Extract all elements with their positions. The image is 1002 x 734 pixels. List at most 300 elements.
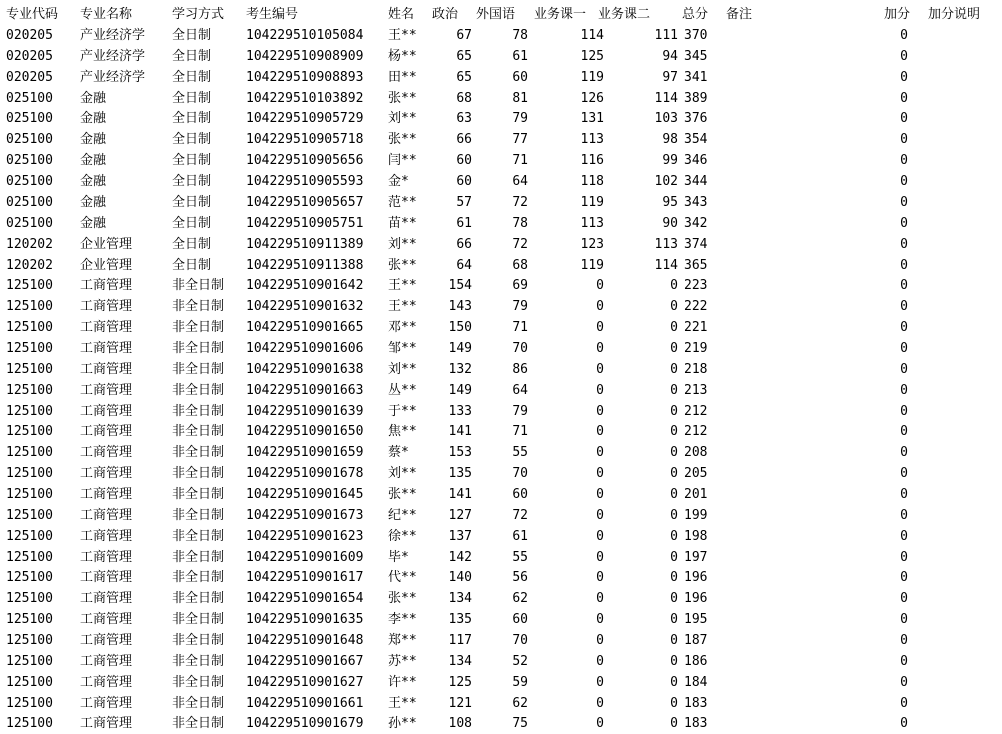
cell-major: 工商管理	[80, 507, 133, 523]
cell-name: 郑**	[388, 632, 417, 648]
cell-exam-id: 104229510901654	[246, 591, 364, 607]
cell-note	[726, 338, 776, 359]
cell-subject1: 0	[596, 403, 604, 419]
cell-major: 产业经济学	[80, 69, 146, 85]
cell-name: 许**	[388, 674, 417, 690]
cell-mode: 全日制	[172, 257, 212, 273]
cell-foreign: 55	[512, 549, 528, 565]
cell-politics: 60	[456, 174, 472, 189]
cell-bonus-note	[928, 693, 1000, 714]
cell-politics: 140	[448, 570, 472, 586]
cell-subject1: 0	[596, 591, 604, 607]
cell-major: 企业管理	[80, 257, 133, 273]
table-row	[0, 25, 1002, 46]
cell-major: 工商管理	[80, 299, 133, 315]
cell-subject1: 113	[580, 215, 604, 231]
cell-name: 焦**	[388, 424, 417, 440]
cell-subject1: 0	[596, 320, 604, 335]
cell-exam-id: 104229510901645	[246, 486, 364, 502]
cell-note	[726, 213, 776, 234]
cell-foreign: 71	[512, 153, 528, 169]
cell-note	[726, 505, 776, 526]
cell-exam-id: 104229510901642	[246, 278, 364, 294]
cell-name: 田**	[388, 69, 417, 85]
cell-bonus-note	[928, 296, 1000, 317]
cell-major: 工商管理	[80, 549, 133, 565]
cell-major: 工商管理	[80, 361, 133, 377]
table-row	[0, 547, 1002, 568]
cell-note	[726, 442, 776, 463]
cell-exam-id: 104229510905718	[246, 132, 364, 148]
cell-foreign: 64	[512, 382, 528, 398]
cell-exam-id: 104229510901609	[246, 549, 364, 565]
cell-subject2: 0	[670, 486, 678, 502]
cell-exam-id: 104229510103892	[246, 90, 364, 106]
cell-bonus: 0	[900, 48, 908, 64]
cell-note	[726, 171, 776, 192]
cell-note	[726, 547, 776, 568]
cell-exam-id: 104229510905729	[246, 111, 364, 127]
table-row	[0, 171, 1002, 192]
cell-total: 370	[684, 28, 708, 43]
cell-major: 工商管理	[80, 653, 133, 669]
cell-bonus-note	[928, 588, 1000, 609]
cell-politics: 149	[448, 382, 472, 398]
cell-bonus: 0	[900, 236, 908, 252]
cell-code: 125100	[6, 299, 53, 315]
cell-major: 工商管理	[80, 716, 133, 732]
cell-total: 184	[684, 674, 708, 690]
cell-subject2: 111	[654, 28, 678, 43]
cell-politics: 141	[448, 486, 472, 502]
cell-mode: 非全日制	[172, 486, 225, 502]
cell-subject1: 0	[596, 549, 604, 565]
cell-total: 205	[684, 466, 708, 482]
header-id: 考生编号	[246, 7, 299, 22]
cell-code: 125100	[6, 674, 53, 690]
cell-total: 196	[684, 570, 708, 586]
cell-exam-id: 104229510901623	[246, 528, 364, 544]
cell-mode: 全日制	[172, 69, 212, 85]
table-row	[0, 192, 1002, 213]
header-major: 专业名称	[80, 7, 133, 22]
cell-mode: 非全日制	[172, 612, 225, 628]
cell-bonus-note	[928, 651, 1000, 672]
cell-politics: 154	[448, 278, 472, 294]
cell-major: 金融	[80, 132, 107, 148]
cell-major: 金融	[80, 215, 107, 231]
cell-bonus: 0	[900, 132, 908, 148]
table-row	[0, 526, 1002, 547]
cell-exam-id: 104229510901673	[246, 507, 364, 523]
cell-subject2: 98	[662, 132, 678, 148]
cell-bonus-note	[928, 380, 1000, 401]
table-row	[0, 359, 1002, 380]
cell-code: 125100	[6, 424, 53, 440]
cell-note	[726, 192, 776, 213]
cell-subject1: 0	[596, 695, 604, 711]
cell-total: 344	[684, 174, 708, 189]
cell-politics: 60	[456, 153, 472, 169]
cell-major: 金融	[80, 153, 107, 169]
cell-foreign: 55	[512, 445, 528, 461]
cell-subject1: 119	[580, 257, 604, 273]
cell-name: 张**	[388, 132, 417, 148]
cell-subject1: 0	[596, 716, 604, 732]
cell-total: 218	[684, 361, 708, 377]
cell-foreign: 72	[512, 236, 528, 252]
cell-note	[726, 88, 776, 109]
cell-code: 020205	[6, 28, 53, 43]
cell-politics: 127	[448, 507, 472, 523]
cell-subject1: 114	[580, 28, 604, 43]
cell-bonus: 0	[900, 612, 908, 628]
cell-code: 125100	[6, 528, 53, 544]
cell-bonus: 0	[900, 382, 908, 398]
cell-bonus: 0	[900, 632, 908, 648]
cell-mode: 非全日制	[172, 278, 225, 294]
cell-politics: 133	[448, 403, 472, 419]
cell-name: 刘**	[388, 236, 417, 252]
cell-subject2: 0	[670, 716, 678, 732]
cell-subject2: 0	[670, 361, 678, 377]
cell-foreign: 72	[512, 507, 528, 523]
cell-note	[726, 255, 776, 276]
cell-subject2: 97	[662, 69, 678, 85]
cell-mode: 非全日制	[172, 653, 225, 669]
cell-foreign: 62	[512, 695, 528, 711]
cell-mode: 非全日制	[172, 299, 225, 315]
cell-major: 金融	[80, 90, 107, 106]
cell-note	[726, 25, 776, 46]
table-row	[0, 630, 1002, 651]
cell-name: 毕*	[388, 549, 409, 565]
cell-mode: 非全日制	[172, 674, 225, 690]
cell-total: 196	[684, 591, 708, 607]
cell-mode: 全日制	[172, 215, 212, 231]
cell-subject2: 0	[670, 382, 678, 398]
table-row	[0, 421, 1002, 442]
cell-subject2: 94	[662, 48, 678, 64]
cell-note	[726, 46, 776, 67]
cell-name: 刘**	[388, 111, 417, 127]
cell-bonus-note	[928, 401, 1000, 422]
cell-code: 120202	[6, 236, 53, 252]
cell-major: 工商管理	[80, 320, 133, 335]
cell-politics: 65	[456, 69, 472, 85]
cell-exam-id: 104229510901648	[246, 632, 364, 648]
cell-exam-id: 104229510901638	[246, 361, 364, 377]
cell-subject1: 0	[596, 632, 604, 648]
cell-exam-id: 104229510901639	[246, 403, 364, 419]
cell-major: 工商管理	[80, 466, 133, 482]
cell-bonus: 0	[900, 28, 908, 43]
cell-code: 125100	[6, 361, 53, 377]
cell-total: 186	[684, 653, 708, 669]
cell-politics: 132	[448, 361, 472, 377]
cell-mode: 全日制	[172, 48, 212, 64]
cell-subject2: 0	[670, 549, 678, 565]
cell-bonus-note	[928, 672, 1000, 693]
cell-exam-id: 104229510901667	[246, 653, 364, 669]
cell-subject2: 0	[670, 299, 678, 315]
cell-politics: 67	[456, 28, 472, 43]
cell-bonus: 0	[900, 320, 908, 335]
cell-code: 125100	[6, 466, 53, 482]
cell-code: 025100	[6, 215, 53, 231]
cell-mode: 全日制	[172, 90, 212, 106]
cell-mode: 非全日制	[172, 591, 225, 607]
cell-subject2: 0	[670, 445, 678, 461]
cell-total: 195	[684, 612, 708, 628]
header-name: 姓名	[388, 7, 415, 22]
cell-note	[726, 108, 776, 129]
cell-foreign: 70	[512, 466, 528, 482]
cell-code: 025100	[6, 132, 53, 148]
cell-name: 刘**	[388, 466, 417, 482]
cell-name: 苏**	[388, 653, 417, 669]
cell-exam-id: 104229510901632	[246, 299, 364, 315]
table-row	[0, 401, 1002, 422]
cell-subject1: 0	[596, 361, 604, 377]
cell-mode: 非全日制	[172, 424, 225, 440]
cell-note	[726, 150, 776, 171]
cell-subject2: 113	[654, 236, 678, 252]
cell-note	[726, 421, 776, 442]
cell-major: 工商管理	[80, 570, 133, 586]
cell-note	[726, 296, 776, 317]
cell-major: 工商管理	[80, 382, 133, 398]
cell-politics: 137	[448, 528, 472, 544]
cell-bonus: 0	[900, 549, 908, 565]
table-row	[0, 234, 1002, 255]
cell-total: 389	[684, 90, 708, 106]
cell-bonus: 0	[900, 695, 908, 711]
cell-bonus-note	[928, 713, 1000, 734]
cell-subject1: 0	[596, 528, 604, 544]
cell-exam-id: 104229510901663	[246, 382, 364, 398]
cell-politics: 61	[456, 215, 472, 231]
cell-subject1: 0	[596, 653, 604, 669]
cell-foreign: 61	[512, 48, 528, 64]
cell-foreign: 59	[512, 674, 528, 690]
table-row	[0, 213, 1002, 234]
cell-mode: 非全日制	[172, 695, 225, 711]
cell-bonus: 0	[900, 403, 908, 419]
cell-politics: 65	[456, 48, 472, 64]
cell-name: 王**	[388, 278, 417, 294]
cell-mode: 非全日制	[172, 382, 225, 398]
cell-subject2: 103	[654, 111, 678, 127]
cell-mode: 全日制	[172, 28, 212, 43]
header-note: 备注	[726, 7, 753, 22]
cell-total: 183	[684, 716, 708, 732]
cell-note	[726, 567, 776, 588]
cell-bonus: 0	[900, 507, 908, 523]
cell-code: 125100	[6, 653, 53, 669]
header-total: 总分	[682, 7, 709, 22]
cell-mode: 非全日制	[172, 632, 225, 648]
cell-name: 邹**	[388, 340, 417, 356]
cell-subject1: 0	[596, 466, 604, 482]
cell-politics: 149	[448, 340, 472, 356]
cell-bonus: 0	[900, 215, 908, 231]
cell-subject2: 0	[670, 695, 678, 711]
cell-foreign: 52	[512, 653, 528, 669]
cell-foreign: 60	[512, 69, 528, 85]
cell-note	[726, 275, 776, 296]
cell-bonus-note	[928, 359, 1000, 380]
cell-foreign: 79	[512, 403, 528, 419]
cell-subject2: 114	[654, 90, 678, 106]
cell-politics: 57	[456, 194, 472, 210]
cell-note	[726, 359, 776, 380]
cell-major: 工商管理	[80, 486, 133, 502]
cell-exam-id: 104229510901679	[246, 716, 364, 732]
cell-mode: 全日制	[172, 111, 212, 127]
cell-politics: 63	[456, 111, 472, 127]
table-row	[0, 484, 1002, 505]
cell-foreign: 78	[512, 215, 528, 231]
cell-code: 125100	[6, 695, 53, 711]
cell-bonus: 0	[900, 674, 908, 690]
cell-bonus: 0	[900, 716, 908, 732]
cell-mode: 非全日制	[172, 570, 225, 586]
cell-bonus: 0	[900, 69, 908, 85]
cell-bonus: 0	[900, 90, 908, 106]
cell-bonus-note	[928, 171, 1000, 192]
cell-name: 闫**	[388, 153, 417, 169]
header-mode: 学习方式	[172, 7, 225, 22]
cell-name: 杨**	[388, 48, 417, 64]
cell-major: 产业经济学	[80, 48, 146, 64]
cell-total: 376	[684, 111, 708, 127]
table-row	[0, 651, 1002, 672]
cell-subject1: 125	[580, 48, 604, 64]
table-row	[0, 505, 1002, 526]
cell-bonus: 0	[900, 174, 908, 189]
cell-total: 222	[684, 299, 708, 315]
cell-subject2: 0	[670, 632, 678, 648]
cell-politics: 66	[456, 236, 472, 252]
cell-exam-id: 104229510901617	[246, 570, 364, 586]
cell-note	[726, 67, 776, 88]
cell-code: 125100	[6, 320, 53, 335]
cell-mode: 非全日制	[172, 716, 225, 732]
cell-name: 金*	[388, 174, 409, 189]
cell-subject1: 0	[596, 445, 604, 461]
cell-code: 020205	[6, 48, 53, 64]
cell-note	[726, 463, 776, 484]
cell-code: 125100	[6, 340, 53, 356]
cell-code: 125100	[6, 591, 53, 607]
cell-name: 王**	[388, 299, 417, 315]
cell-mode: 全日制	[172, 236, 212, 252]
cell-total: 221	[684, 320, 708, 335]
table-row	[0, 129, 1002, 150]
cell-name: 徐**	[388, 528, 417, 544]
cell-subject2: 90	[662, 215, 678, 231]
cell-bonus-note	[928, 46, 1000, 67]
header-code: 专业代码	[6, 7, 59, 22]
cell-foreign: 78	[512, 28, 528, 43]
cell-code: 125100	[6, 716, 53, 732]
cell-code: 025100	[6, 174, 53, 189]
cell-subject2: 0	[670, 424, 678, 440]
cell-name: 代**	[388, 570, 417, 586]
cell-major: 工商管理	[80, 695, 133, 711]
cell-code: 125100	[6, 403, 53, 419]
cell-bonus: 0	[900, 445, 908, 461]
cell-politics: 142	[448, 549, 472, 565]
cell-total: 346	[684, 153, 708, 169]
table-row	[0, 67, 1002, 88]
cell-major: 金融	[80, 174, 107, 189]
cell-code: 025100	[6, 153, 53, 169]
cell-code: 125100	[6, 507, 53, 523]
cell-major: 工商管理	[80, 674, 133, 690]
cell-subject1: 0	[596, 382, 604, 398]
cell-total: 212	[684, 403, 708, 419]
table-row	[0, 338, 1002, 359]
cell-major: 工商管理	[80, 403, 133, 419]
cell-exam-id: 104229510901665	[246, 320, 364, 335]
table-row	[0, 463, 1002, 484]
cell-total: 219	[684, 340, 708, 356]
cell-mode: 非全日制	[172, 361, 225, 377]
cell-mode: 全日制	[172, 194, 212, 210]
cell-total: 341	[684, 69, 708, 85]
cell-bonus: 0	[900, 299, 908, 315]
cell-major: 企业管理	[80, 236, 133, 252]
cell-subject2: 0	[670, 466, 678, 482]
table-row	[0, 380, 1002, 401]
cell-subject2: 102	[654, 174, 678, 189]
cell-subject1: 0	[596, 424, 604, 440]
cell-foreign: 79	[512, 299, 528, 315]
cell-name: 王**	[388, 28, 417, 43]
cell-bonus-note	[928, 150, 1000, 171]
cell-bonus-note	[928, 484, 1000, 505]
cell-mode: 非全日制	[172, 445, 225, 461]
cell-bonus-note	[928, 129, 1000, 150]
cell-total: 183	[684, 695, 708, 711]
cell-mode: 非全日制	[172, 403, 225, 419]
cell-subject2: 0	[670, 528, 678, 544]
cell-note	[726, 630, 776, 651]
cell-exam-id: 104229510901678	[246, 466, 364, 482]
cell-foreign: 56	[512, 570, 528, 586]
cell-exam-id: 104229510905751	[246, 215, 364, 231]
cell-subject2: 0	[670, 403, 678, 419]
cell-bonus: 0	[900, 653, 908, 669]
cell-note	[726, 484, 776, 505]
cell-mode: 非全日制	[172, 528, 225, 544]
cell-foreign: 70	[512, 632, 528, 648]
cell-total: 223	[684, 278, 708, 294]
cell-exam-id: 104229510901606	[246, 340, 364, 356]
cell-politics: 64	[456, 257, 472, 273]
cell-name: 于**	[388, 403, 417, 419]
cell-mode: 非全日制	[172, 466, 225, 482]
cell-bonus-note	[928, 234, 1000, 255]
header-subject1: 业务课一	[534, 7, 587, 22]
cell-bonus: 0	[900, 111, 908, 127]
cell-bonus-note	[928, 609, 1000, 630]
cell-mode: 非全日制	[172, 320, 225, 335]
table-row	[0, 108, 1002, 129]
cell-mode: 非全日制	[172, 549, 225, 565]
